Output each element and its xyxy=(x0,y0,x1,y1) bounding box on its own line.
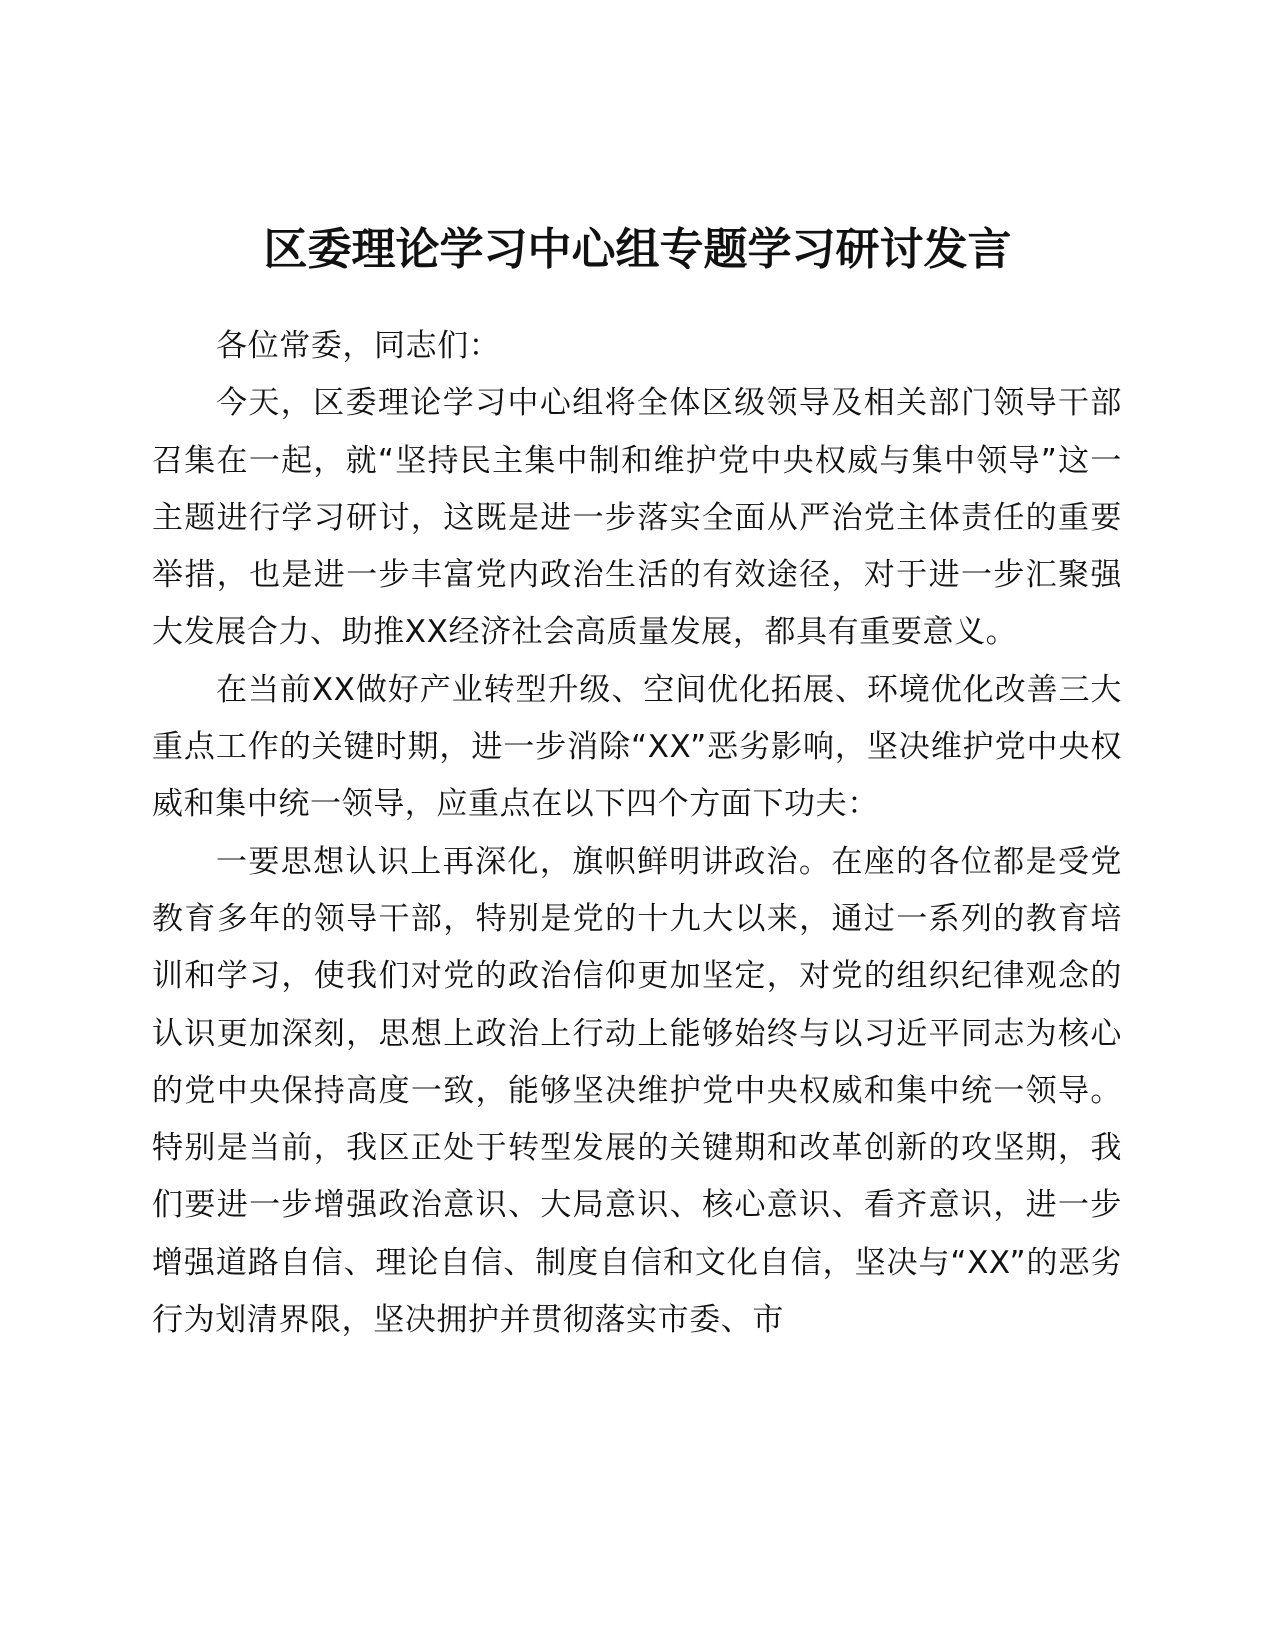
paragraph-intro: 今天，区委理论学习中心组将全体区级领导及相关部门领导干部召集在一起，就“坚持民主集中制和维护党中央权威与集中领导”这一主题进行学习研讨，这既是进一步落实全面从严治党主体责任的重要举措，也是进一步丰富党内政治生活的有效途径，对于进一步汇聚强大发展合力、助推XX经济社会高质量发展，都具有重要意义。 xyxy=(152,385,1122,651)
paragraph-context: 在当前XX做好产业转型升级、空间优化拓展、环境优化改善三大重点工作的关键时期，进一步消除“XX”恶劣影响，坚决维护党中央权威和集中统一领导，应重点在以下四个方面下功夫： xyxy=(152,671,1122,823)
document-title: 区委理论学习中心组专题学习研讨发言 xyxy=(263,224,1012,275)
paragraph-point-one: 一要思想认识上再深化，旗帜鲜明讲政治。在座的各位都是受党教育多年的领导干部，特别是党的十九大以来，通过一系列的教育培训和学习，使我们对党的政治信仰更加坚定，对党的组织纪律观念的认识更加深刻，思想上政治上行动上能够始终与以习近平同志为核心的党中央保持高度一致，能够坚决维护党中央权威和集中统一领导。特别是当前，我区正处于转型发展的关键期和改革创新的攻坚期，我们要进一步增强政治意识、大局意识、核心意识、看齐意识，进一步增强道路自信、理论自信、制度自信和文化自信，坚决与“XX”的恶劣行为划清界限，坚决拥护并贯彻落实市委、市 xyxy=(152,843,1122,1339)
paragraph-greeting: 各位常委，同志们： xyxy=(216,328,501,364)
document-body xyxy=(152,318,1122,1349)
